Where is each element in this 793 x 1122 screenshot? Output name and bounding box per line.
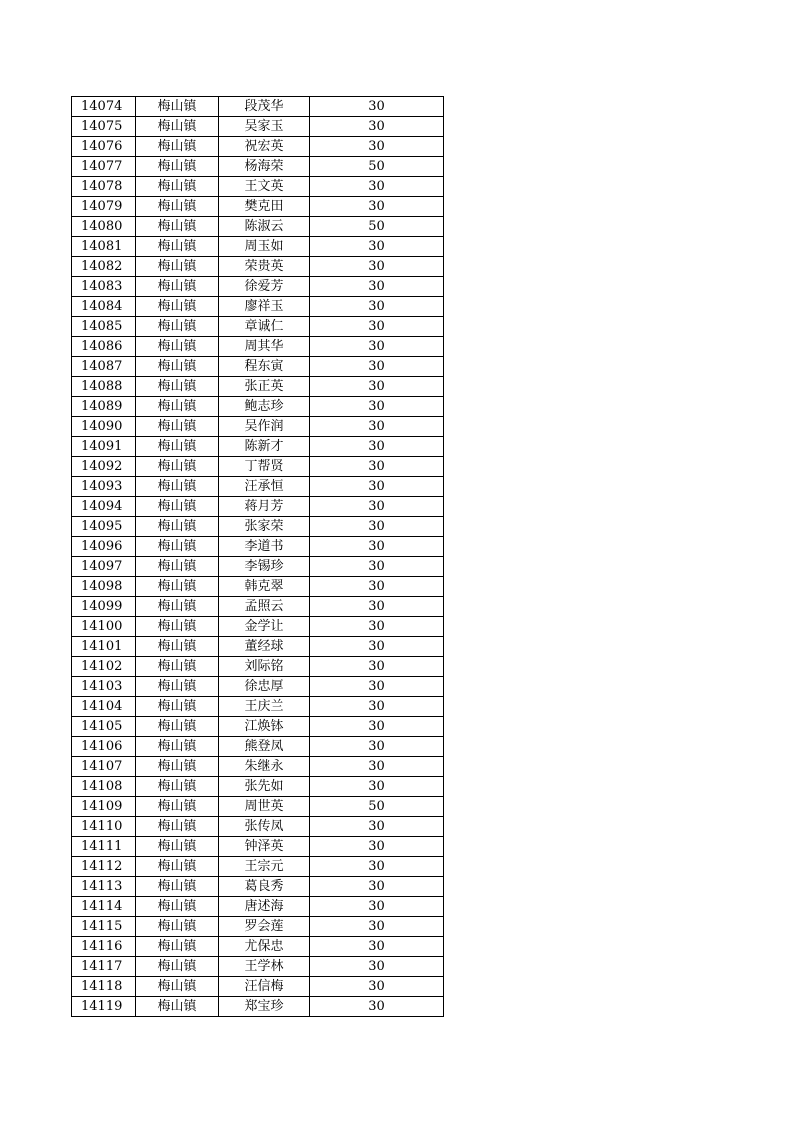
table-row — [72, 457, 444, 477]
cell-amount: 30 — [310, 497, 444, 517]
cell-town: 梅山镇 — [136, 777, 219, 797]
cell-id: 14090 — [72, 417, 136, 437]
table-body — [72, 97, 444, 1017]
cell-amount: 30 — [310, 197, 444, 217]
cell-town: 梅山镇 — [136, 337, 219, 357]
cell-id: 14109 — [72, 797, 136, 817]
cell-name: 张传凤 — [219, 817, 310, 837]
cell-id: 14089 — [72, 397, 136, 417]
cell-name: 郑宝珍 — [219, 997, 310, 1017]
cell-amount: 30 — [310, 277, 444, 297]
cell-name: 江焕钵 — [219, 717, 310, 737]
cell-id: 14077 — [72, 157, 136, 177]
cell-town: 梅山镇 — [136, 577, 219, 597]
cell-town: 梅山镇 — [136, 897, 219, 917]
table-row — [72, 177, 444, 197]
cell-amount: 30 — [310, 737, 444, 757]
cell-id: 14103 — [72, 677, 136, 697]
cell-name: 李道书 — [219, 537, 310, 557]
cell-id: 14097 — [72, 557, 136, 577]
cell-id: 14087 — [72, 357, 136, 377]
cell-name: 徐忠厚 — [219, 677, 310, 697]
table-row — [72, 797, 444, 817]
table-row — [72, 817, 444, 837]
cell-town: 梅山镇 — [136, 157, 219, 177]
table-row — [72, 877, 444, 897]
cell-name: 鲍志珍 — [219, 397, 310, 417]
cell-name: 段茂华 — [219, 97, 310, 117]
cell-amount: 50 — [310, 217, 444, 237]
cell-town: 梅山镇 — [136, 957, 219, 977]
cell-name: 刘际铭 — [219, 657, 310, 677]
cell-town: 梅山镇 — [136, 397, 219, 417]
cell-id: 14110 — [72, 817, 136, 837]
table-row — [72, 537, 444, 557]
table-row — [72, 777, 444, 797]
cell-amount: 30 — [310, 837, 444, 857]
cell-id: 14107 — [72, 757, 136, 777]
cell-name: 周世英 — [219, 797, 310, 817]
cell-amount: 30 — [310, 697, 444, 717]
cell-name: 周玉如 — [219, 237, 310, 257]
cell-name: 朱继永 — [219, 757, 310, 777]
table-row — [72, 937, 444, 957]
table-row — [72, 277, 444, 297]
cell-amount: 30 — [310, 517, 444, 537]
cell-id: 14079 — [72, 197, 136, 217]
cell-town: 梅山镇 — [136, 197, 219, 217]
cell-name: 徐爱芳 — [219, 277, 310, 297]
cell-id: 14106 — [72, 737, 136, 757]
table-row — [72, 977, 444, 997]
cell-id: 14102 — [72, 657, 136, 677]
cell-amount: 30 — [310, 677, 444, 697]
cell-amount: 30 — [310, 357, 444, 377]
table-row — [72, 617, 444, 637]
cell-town: 梅山镇 — [136, 317, 219, 337]
cell-name: 汪承恒 — [219, 477, 310, 497]
cell-amount: 30 — [310, 597, 444, 617]
cell-town: 梅山镇 — [136, 697, 219, 717]
table-row — [72, 477, 444, 497]
cell-amount: 30 — [310, 557, 444, 577]
cell-amount: 30 — [310, 637, 444, 657]
cell-id: 14085 — [72, 317, 136, 337]
cell-name: 尤保忠 — [219, 937, 310, 957]
cell-id: 14082 — [72, 257, 136, 277]
cell-name: 樊克田 — [219, 197, 310, 217]
cell-name: 张正英 — [219, 377, 310, 397]
cell-name: 钟泽英 — [219, 837, 310, 857]
cell-town: 梅山镇 — [136, 797, 219, 817]
cell-amount: 30 — [310, 537, 444, 557]
cell-town: 梅山镇 — [136, 937, 219, 957]
cell-id: 14114 — [72, 897, 136, 917]
cell-town: 梅山镇 — [136, 757, 219, 777]
cell-town: 梅山镇 — [136, 297, 219, 317]
table-row — [72, 297, 444, 317]
cell-id: 14098 — [72, 577, 136, 597]
cell-amount: 30 — [310, 437, 444, 457]
cell-amount: 30 — [310, 137, 444, 157]
table-row — [72, 197, 444, 217]
cell-amount: 30 — [310, 577, 444, 597]
cell-town: 梅山镇 — [136, 877, 219, 897]
cell-id: 14101 — [72, 637, 136, 657]
cell-name: 张先如 — [219, 777, 310, 797]
cell-id: 14116 — [72, 937, 136, 957]
cell-amount: 30 — [310, 417, 444, 437]
table-row — [72, 717, 444, 737]
cell-name: 张家荣 — [219, 517, 310, 537]
table-row — [72, 897, 444, 917]
cell-id: 14108 — [72, 777, 136, 797]
table-row — [72, 237, 444, 257]
cell-id: 14084 — [72, 297, 136, 317]
cell-amount: 30 — [310, 957, 444, 977]
cell-name: 章诚仁 — [219, 317, 310, 337]
table-row — [72, 657, 444, 677]
cell-town: 梅山镇 — [136, 717, 219, 737]
cell-name: 程东寅 — [219, 357, 310, 377]
table-row — [72, 757, 444, 777]
cell-id: 14081 — [72, 237, 136, 257]
cell-town: 梅山镇 — [136, 437, 219, 457]
cell-id: 14113 — [72, 877, 136, 897]
cell-amount: 30 — [310, 377, 444, 397]
cell-town: 梅山镇 — [136, 917, 219, 937]
cell-id: 14078 — [72, 177, 136, 197]
cell-amount: 30 — [310, 817, 444, 837]
cell-id: 14099 — [72, 597, 136, 617]
cell-name: 王学林 — [219, 957, 310, 977]
table-row — [72, 917, 444, 937]
cell-name: 周其华 — [219, 337, 310, 357]
cell-town: 梅山镇 — [136, 557, 219, 577]
table-row — [72, 597, 444, 617]
cell-town: 梅山镇 — [136, 617, 219, 637]
cell-amount: 30 — [310, 457, 444, 477]
cell-name: 荣贵英 — [219, 257, 310, 277]
cell-amount: 30 — [310, 337, 444, 357]
table-row — [72, 117, 444, 137]
cell-id: 14093 — [72, 477, 136, 497]
cell-id: 14083 — [72, 277, 136, 297]
cell-name: 汪信梅 — [219, 977, 310, 997]
table-row — [72, 837, 444, 857]
cell-id: 14112 — [72, 857, 136, 877]
cell-amount: 30 — [310, 97, 444, 117]
cell-name: 王宗元 — [219, 857, 310, 877]
table-row — [72, 857, 444, 877]
cell-town: 梅山镇 — [136, 737, 219, 757]
cell-id: 14080 — [72, 217, 136, 237]
cell-town: 梅山镇 — [136, 417, 219, 437]
cell-town: 梅山镇 — [136, 657, 219, 677]
cell-id: 14074 — [72, 97, 136, 117]
cell-amount: 30 — [310, 717, 444, 737]
cell-name: 杨海荣 — [219, 157, 310, 177]
cell-amount: 30 — [310, 777, 444, 797]
cell-name: 熊登凤 — [219, 737, 310, 757]
table-row — [72, 417, 444, 437]
cell-name: 李锡珍 — [219, 557, 310, 577]
cell-id: 14086 — [72, 337, 136, 357]
table-row — [72, 337, 444, 357]
table-row — [72, 957, 444, 977]
cell-id: 14095 — [72, 517, 136, 537]
cell-id: 14100 — [72, 617, 136, 637]
cell-town: 梅山镇 — [136, 637, 219, 657]
table-row — [72, 157, 444, 177]
table-row — [72, 997, 444, 1017]
table-row — [72, 317, 444, 337]
cell-name: 陈新才 — [219, 437, 310, 457]
cell-town: 梅山镇 — [136, 257, 219, 277]
cell-id: 14096 — [72, 537, 136, 557]
cell-town: 梅山镇 — [136, 477, 219, 497]
cell-amount: 30 — [310, 617, 444, 637]
cell-town: 梅山镇 — [136, 817, 219, 837]
table-row — [72, 577, 444, 597]
table-row — [72, 677, 444, 697]
cell-name: 丁帮贤 — [219, 457, 310, 477]
cell-town: 梅山镇 — [136, 517, 219, 537]
cell-amount: 30 — [310, 477, 444, 497]
cell-town: 梅山镇 — [136, 277, 219, 297]
cell-name: 唐述海 — [219, 897, 310, 917]
cell-id: 14104 — [72, 697, 136, 717]
cell-amount: 30 — [310, 997, 444, 1017]
cell-name: 韩克翠 — [219, 577, 310, 597]
cell-town: 梅山镇 — [136, 457, 219, 477]
cell-amount: 30 — [310, 297, 444, 317]
cell-amount: 30 — [310, 857, 444, 877]
table-row — [72, 397, 444, 417]
cell-town: 梅山镇 — [136, 377, 219, 397]
cell-id: 14115 — [72, 917, 136, 937]
cell-id: 14118 — [72, 977, 136, 997]
table-row — [72, 217, 444, 237]
table-row — [72, 257, 444, 277]
cell-id: 14119 — [72, 997, 136, 1017]
cell-id: 14091 — [72, 437, 136, 457]
table-row — [72, 97, 444, 117]
cell-town: 梅山镇 — [136, 597, 219, 617]
table-row — [72, 357, 444, 377]
table-row — [72, 137, 444, 157]
table-row — [72, 697, 444, 717]
cell-name: 葛良秀 — [219, 877, 310, 897]
cell-name: 罗会莲 — [219, 917, 310, 937]
cell-amount: 30 — [310, 877, 444, 897]
cell-town: 梅山镇 — [136, 677, 219, 697]
cell-amount: 30 — [310, 317, 444, 337]
table-row — [72, 377, 444, 397]
table-row — [72, 517, 444, 537]
cell-amount: 30 — [310, 937, 444, 957]
cell-name: 廖祥玉 — [219, 297, 310, 317]
cell-name: 陈淑云 — [219, 217, 310, 237]
cell-id: 14117 — [72, 957, 136, 977]
cell-amount: 30 — [310, 917, 444, 937]
cell-id: 14111 — [72, 837, 136, 857]
cell-town: 梅山镇 — [136, 537, 219, 557]
cell-amount: 30 — [310, 657, 444, 677]
cell-town: 梅山镇 — [136, 997, 219, 1017]
cell-town: 梅山镇 — [136, 977, 219, 997]
cell-town: 梅山镇 — [136, 357, 219, 377]
cell-amount: 30 — [310, 237, 444, 257]
table-row — [72, 437, 444, 457]
cell-amount: 30 — [310, 177, 444, 197]
cell-name: 吴作润 — [219, 417, 310, 437]
cell-name: 金学让 — [219, 617, 310, 637]
cell-amount: 50 — [310, 797, 444, 817]
cell-amount: 30 — [310, 117, 444, 137]
cell-town: 梅山镇 — [136, 97, 219, 117]
cell-town: 梅山镇 — [136, 177, 219, 197]
table-row — [72, 637, 444, 657]
cell-town: 梅山镇 — [136, 137, 219, 157]
cell-amount: 50 — [310, 157, 444, 177]
table-row — [72, 557, 444, 577]
table-row — [72, 497, 444, 517]
cell-name: 王文英 — [219, 177, 310, 197]
table-row — [72, 737, 444, 757]
cell-town: 梅山镇 — [136, 237, 219, 257]
cell-name: 蒋月芳 — [219, 497, 310, 517]
cell-amount: 30 — [310, 977, 444, 997]
cell-id: 14105 — [72, 717, 136, 737]
cell-amount: 30 — [310, 257, 444, 277]
cell-amount: 30 — [310, 757, 444, 777]
cell-town: 梅山镇 — [136, 117, 219, 137]
cell-name: 王庆兰 — [219, 697, 310, 717]
cell-id: 14088 — [72, 377, 136, 397]
cell-town: 梅山镇 — [136, 497, 219, 517]
cell-name: 祝宏英 — [219, 137, 310, 157]
cell-town: 梅山镇 — [136, 837, 219, 857]
cell-amount: 30 — [310, 397, 444, 417]
cell-amount: 30 — [310, 897, 444, 917]
cell-name: 吴家玉 — [219, 117, 310, 137]
cell-id: 14075 — [72, 117, 136, 137]
data-table — [71, 96, 444, 1017]
cell-town: 梅山镇 — [136, 857, 219, 877]
cell-id: 14094 — [72, 497, 136, 517]
cell-id: 14092 — [72, 457, 136, 477]
cell-id: 14076 — [72, 137, 136, 157]
cell-name: 董经球 — [219, 637, 310, 657]
cell-town: 梅山镇 — [136, 217, 219, 237]
cell-name: 孟照云 — [219, 597, 310, 617]
